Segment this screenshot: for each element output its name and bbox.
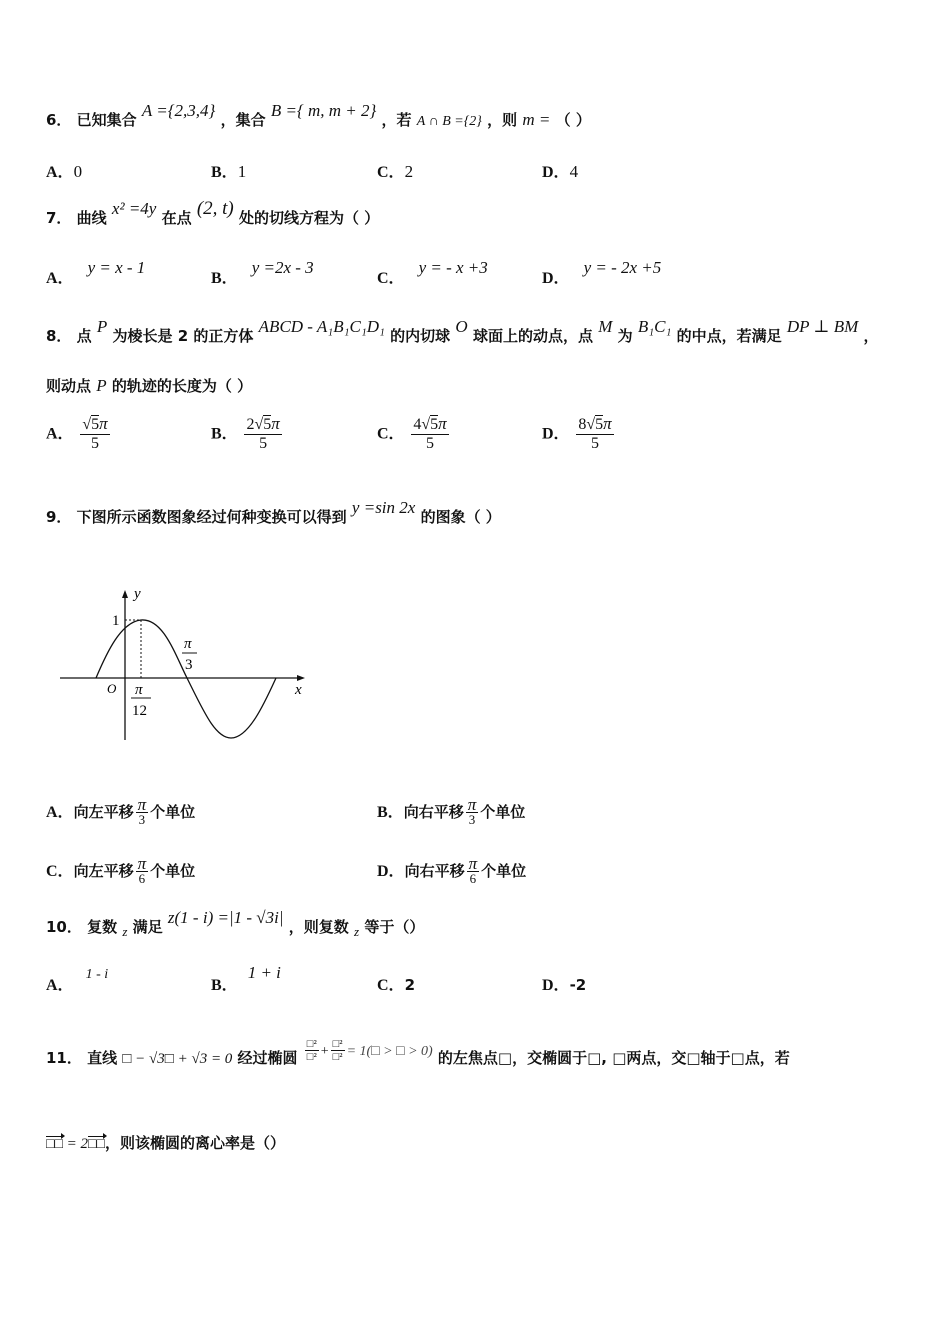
- option-text: 向右平移: [403, 803, 464, 821]
- pi-over-3-numerator: π: [184, 636, 192, 652]
- denominator: 6: [138, 871, 146, 886]
- option-label: B．: [211, 425, 238, 443]
- fraction: [466, 795, 479, 827]
- option-text: 个单位: [150, 862, 196, 880]
- math-curve: x² =4y: [111, 199, 157, 218]
- option-value: y = - 2x +5: [583, 258, 662, 277]
- stem-text: 在点: [161, 209, 192, 227]
- question-8-option-b[interactable]: [211, 415, 284, 453]
- question-7-option-d[interactable]: [542, 258, 662, 287]
- denominator: 5: [91, 435, 99, 452]
- question-number: 8．: [46, 327, 72, 345]
- math-set-a: A ={2,3,4}: [141, 101, 216, 120]
- y-axis-label: y: [134, 586, 141, 602]
- fraction: $\frac{√5\pi}{5}$: [82, 414, 108, 452]
- option-label: A．: [46, 164, 74, 181]
- question-number: 11．: [46, 1049, 82, 1067]
- stem-text: ，则: [487, 111, 518, 129]
- fraction: [467, 854, 480, 886]
- question-9-option-c[interactable]: [46, 854, 196, 886]
- stem-text: 下图所示函数图象经过何种变换可以得到: [76, 508, 347, 526]
- pi-over-3-denominator: 3: [185, 657, 193, 673]
- option-text: 个单位: [481, 862, 527, 880]
- stem-text: 的图象（ ）: [420, 508, 501, 526]
- option-label: D．: [542, 270, 570, 287]
- option-text: 个单位: [150, 803, 196, 821]
- stem-text: 处的切线方程为（ ）: [239, 209, 380, 227]
- x-axis-label: x: [295, 682, 302, 698]
- question-11-stem: [46, 1038, 790, 1071]
- radicand: 5: [430, 416, 439, 433]
- stem-text: 的中点，若满足: [676, 327, 782, 345]
- stem-text: 复数: [87, 918, 118, 936]
- math-p: P: [96, 317, 108, 336]
- denominator: □²: [332, 1051, 343, 1063]
- math-o: O: [455, 317, 468, 336]
- question-9-option-a[interactable]: [46, 795, 196, 827]
- option-label: C．: [377, 270, 405, 287]
- stem-text: ，: [863, 327, 879, 345]
- question-number: 6．: [46, 111, 72, 129]
- option-label: A．: [46, 425, 74, 443]
- option-value: 1: [237, 162, 247, 181]
- question-10-stem: [46, 908, 425, 939]
- pi-over-12-denominator: 12: [132, 703, 147, 719]
- option-text: 向左平移: [73, 803, 134, 821]
- option-value: 2: [404, 162, 414, 181]
- math-point: (2, t): [196, 198, 234, 219]
- ellipse-condition: = 1(□ > □ > 0): [346, 1044, 433, 1059]
- x-axis-arrow: [297, 675, 305, 681]
- question-6-option-b[interactable]: [211, 162, 246, 183]
- pi-symbol: π: [271, 414, 280, 433]
- math-intersection: A ∩ B ={2}: [416, 114, 482, 129]
- option-text: 向右平移: [404, 862, 465, 880]
- coefficient: 8: [578, 416, 587, 433]
- fraction: $\frac{8√5\pi}{5}$: [578, 414, 612, 452]
- question-8-option-d[interactable]: [542, 415, 616, 453]
- origin-label: O: [107, 681, 117, 696]
- plus-sign: +: [320, 1044, 329, 1059]
- math-function: y =sin 2x: [351, 498, 416, 517]
- stem-text: 等于（）: [364, 918, 425, 936]
- question-number: 9．: [46, 508, 72, 526]
- question-7-option-a[interactable]: [46, 258, 146, 287]
- equation-radical: √3: [256, 908, 275, 927]
- option-label: D．: [542, 164, 570, 181]
- stem-text: ，则复数: [288, 918, 349, 936]
- option-value: y =2x - 3: [251, 258, 314, 277]
- stem-text: 为: [617, 327, 633, 345]
- option-value: y = x - 1: [87, 258, 146, 277]
- stem-text: （ ）: [555, 111, 591, 129]
- option-label: D．: [542, 977, 570, 994]
- stem-text: 的左焦点□，交椭圆于□, □两点，交□轴于□点，若: [437, 1049, 790, 1067]
- equation-part: i|: [274, 908, 284, 927]
- denominator: 3: [138, 812, 146, 827]
- pi-symbol: π: [99, 414, 108, 433]
- option-value: -2: [569, 976, 587, 994]
- math-set-b: B ={ m, m + 2}: [270, 101, 377, 120]
- stem-text: ，若: [381, 111, 412, 129]
- question-11-stem-line-2: [46, 1133, 285, 1155]
- math-m: M: [598, 317, 613, 336]
- option-label: A．: [46, 977, 74, 994]
- option-label: C．: [377, 977, 405, 994]
- vector-equation: = 2: [62, 1136, 89, 1152]
- question-6-option-d[interactable]: [542, 162, 578, 183]
- option-label: B．: [211, 164, 238, 181]
- y-axis-arrow: [122, 590, 128, 598]
- vector-2: □□: [88, 1137, 105, 1152]
- numerator: π: [137, 795, 147, 814]
- option-label: B．: [377, 804, 404, 821]
- question-8-stem-line-2: [46, 376, 252, 396]
- option-value: 2: [404, 976, 415, 994]
- option-value: 1 + i: [247, 963, 281, 982]
- denominator: 5: [426, 435, 434, 452]
- radicand: 5: [91, 416, 100, 433]
- max-value-label: 1: [112, 613, 120, 629]
- option-label: C．: [46, 863, 74, 880]
- option-value: y = - x +3: [418, 258, 488, 277]
- option-label: A．: [46, 270, 74, 287]
- numerator: π: [468, 854, 478, 873]
- math-equation: [168, 908, 284, 927]
- question-6-option-a[interactable]: [46, 162, 82, 183]
- question-7-stem: [46, 198, 380, 228]
- question-6-stem: [46, 101, 591, 132]
- option-label: B．: [211, 270, 238, 287]
- pi-symbol: π: [603, 414, 612, 433]
- stem-text: ，则该椭圆的离心率是（）: [104, 1134, 285, 1152]
- numerator: π: [467, 795, 477, 814]
- question-number: 7．: [46, 209, 72, 227]
- math-m: m =: [522, 110, 551, 129]
- math-p: P: [96, 376, 107, 395]
- pi-symbol: π: [438, 414, 447, 433]
- option-label: C．: [377, 425, 405, 443]
- question-number: 10．: [46, 918, 82, 936]
- radicand: 5: [595, 416, 604, 433]
- question-7-option-c[interactable]: [377, 258, 488, 287]
- option-label: C．: [377, 164, 405, 181]
- math-cube: ABCD - A₁B₁C₁D₁: [258, 317, 385, 336]
- stem-text: ，集合: [220, 111, 266, 129]
- option-label: D．: [377, 863, 405, 880]
- stem-text: 的内切球: [390, 327, 451, 345]
- stem-text: 的轨迹的长度为（ ）: [111, 377, 253, 395]
- denominator: 5: [259, 435, 268, 452]
- fraction: [136, 854, 149, 886]
- question-7-option-b[interactable]: [211, 258, 314, 287]
- stem-text: 球面上的动点，点: [472, 327, 593, 345]
- question-9-option-b[interactable]: [377, 795, 526, 827]
- math-b1c1: B₁C₁: [637, 317, 672, 336]
- math-line: □ − √3□ + √3 = 0: [122, 1051, 233, 1067]
- stem-text: 点: [76, 327, 92, 345]
- pi-over-12-numerator: π: [135, 682, 143, 698]
- option-text: 向左平移: [73, 862, 134, 880]
- question-8-option-a[interactable]: [46, 415, 112, 453]
- stem-text: 则动点: [46, 377, 92, 395]
- fraction: $\frac{2√5\pi}{5}$: [246, 414, 280, 452]
- denominator: 5: [591, 435, 599, 452]
- question-10-option-b[interactable]: [211, 963, 281, 996]
- question-10-option-d[interactable]: [542, 975, 586, 996]
- question-10-option-a[interactable]: [46, 967, 109, 997]
- vector-1: □□: [46, 1137, 63, 1152]
- question-6-option-c[interactable]: [377, 162, 413, 183]
- question-9-option-d[interactable]: [377, 854, 527, 886]
- coefficient: 4: [413, 416, 422, 433]
- option-label: D．: [542, 425, 570, 443]
- option-text: 个单位: [480, 803, 526, 821]
- fraction: $\frac{4√5\pi}{5}$: [413, 414, 447, 452]
- sine-graph: [55, 580, 315, 745]
- stem-text: 经过椭圆: [237, 1049, 298, 1067]
- option-value: 4: [569, 162, 579, 181]
- fraction-x: [305, 1038, 319, 1063]
- option-value: 0: [73, 162, 83, 181]
- stem-text: 为棱长是 2 的正方体: [112, 327, 254, 345]
- denominator: 6: [469, 871, 477, 886]
- stem-text: 曲线: [76, 209, 107, 227]
- option-value: 1 - i: [85, 967, 109, 982]
- numerator: π: [137, 854, 147, 873]
- math-z: z: [122, 924, 128, 939]
- math-perp: DP ⊥ BM: [786, 317, 859, 336]
- stem-text: 直线: [87, 1049, 118, 1067]
- coefficient: 2: [246, 416, 255, 433]
- numerator: □²: [306, 1038, 317, 1050]
- question-8-stem: [46, 317, 879, 346]
- option-label: B．: [211, 977, 238, 994]
- denominator: □²: [306, 1051, 317, 1063]
- question-10-option-c[interactable]: [377, 975, 415, 996]
- option-label: A．: [46, 804, 74, 821]
- question-8-option-c[interactable]: [377, 415, 451, 453]
- equation-part: z(1 - i) =|1 -: [167, 908, 257, 927]
- fraction: [136, 795, 149, 827]
- stem-text: 满足: [132, 918, 163, 936]
- radicand: 5: [263, 416, 272, 433]
- fraction-y: [331, 1038, 345, 1063]
- denominator: 3: [468, 812, 476, 827]
- numerator: □²: [332, 1038, 343, 1050]
- question-9-stem: [46, 498, 501, 527]
- stem-text: 已知集合: [76, 111, 137, 129]
- math-z: z: [354, 924, 360, 939]
